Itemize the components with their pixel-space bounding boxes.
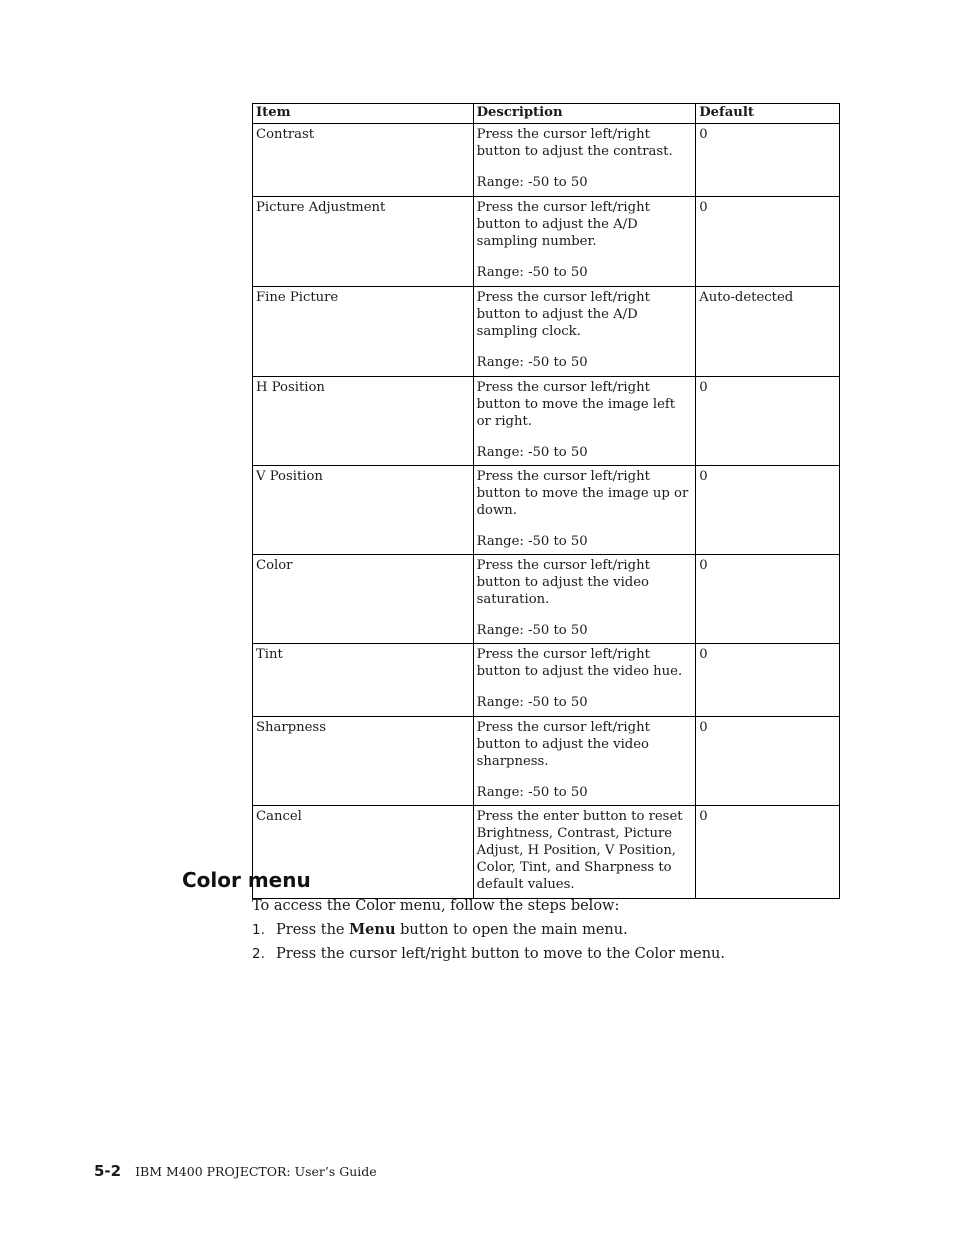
cell-default: 0 <box>696 806 840 899</box>
settings-table <box>252 103 840 899</box>
cell-default: 0 <box>696 124 840 197</box>
step-text <box>276 920 628 944</box>
cell-description <box>473 197 696 287</box>
cell-default: 0 <box>696 377 840 466</box>
cell-description <box>473 555 696 644</box>
cell-item: Color <box>253 555 474 644</box>
table-row <box>253 466 840 555</box>
table-row <box>253 197 840 287</box>
cell-item: H Position <box>253 377 474 466</box>
description-text: Press the cursor left/right button to move the image left or right. <box>476 380 676 429</box>
range-text: Range: -50 to 50 <box>476 695 588 710</box>
header-default: Default <box>696 104 840 124</box>
cell-description <box>473 377 696 466</box>
description-text: Press the cursor left/right button to adjust the A/D sampling number. <box>476 200 650 249</box>
cell-description <box>473 124 696 197</box>
range-text: Range: -50 to 50 <box>476 534 588 549</box>
cell-item: Sharpness <box>253 717 474 806</box>
cell-description <box>473 717 696 806</box>
table-row <box>253 555 840 644</box>
description-text: Press the cursor left/right button to adjust the video hue. <box>476 647 683 679</box>
range-text: Range: -50 to 50 <box>476 785 588 800</box>
step-number: 1. <box>252 922 265 938</box>
step-text-bold: Menu <box>349 921 396 938</box>
cell-description <box>473 806 696 899</box>
cell-default: 0 <box>696 555 840 644</box>
section-title: Color menu <box>182 868 311 892</box>
step-item <box>252 920 725 944</box>
cell-item: Picture Adjustment <box>253 197 474 287</box>
steps-list <box>252 920 725 968</box>
description-text: Press the cursor left/right button to move the image up or down. <box>476 469 689 518</box>
range-text: Range: -50 to 50 <box>476 175 588 190</box>
range-text: Range: -50 to 50 <box>476 445 588 460</box>
section-intro: To access the Color menu, follow the steps below: <box>252 898 620 914</box>
table-header-row <box>253 104 840 124</box>
step-text-before: Press the <box>276 922 350 938</box>
step-text-after: button to open the main menu. <box>395 922 628 938</box>
table-row <box>253 717 840 806</box>
cell-item: Tint <box>253 644 474 717</box>
document-title: IBM M400 PROJECTOR: User’s Guide <box>135 1164 377 1179</box>
page-footer <box>94 1162 377 1180</box>
range-text: Range: -50 to 50 <box>476 265 588 280</box>
table-row <box>253 377 840 466</box>
header-item: Item <box>253 104 474 124</box>
cell-default: 0 <box>696 644 840 717</box>
description-text: Press the cursor left/right button to adjust the A/D sampling clock. <box>476 290 650 339</box>
cell-item: Fine Picture <box>253 287 474 377</box>
cell-item: Cancel <box>253 806 474 899</box>
cell-item: V Position <box>253 466 474 555</box>
description-text: Press the cursor left/right button to adjust the video saturation. <box>476 558 650 607</box>
step-number: 2. <box>252 946 265 962</box>
table-body <box>253 124 840 899</box>
range-text: Range: -50 to 50 <box>476 623 588 638</box>
table-row <box>253 124 840 197</box>
step-item <box>252 944 725 968</box>
description-text: Press the cursor left/right button to adjust the video sharpness. <box>476 720 650 769</box>
description-text: Press the enter button to reset Brightness, Contrast, Picture Adjust, H Position, V Position, Color, Tint, and Sharpness to default values. <box>476 809 683 892</box>
cell-default: 0 <box>696 717 840 806</box>
cell-default: Auto-detected <box>696 287 840 377</box>
table-row <box>253 644 840 717</box>
cell-description <box>473 287 696 377</box>
cell-description <box>473 466 696 555</box>
range-text: Range: -50 to 50 <box>476 355 588 370</box>
table-row <box>253 287 840 377</box>
cell-default: 0 <box>696 466 840 555</box>
description-text: Press the cursor left/right button to adjust the contrast. <box>476 127 673 159</box>
step-text: Press the cursor left/right button to move to the Color menu. <box>276 946 725 962</box>
cell-item: Contrast <box>253 124 474 197</box>
header-description: Description <box>473 104 696 124</box>
table-row <box>253 806 840 899</box>
page-number: 5-2 <box>94 1162 122 1180</box>
cell-default: 0 <box>696 197 840 287</box>
cell-description <box>473 644 696 717</box>
